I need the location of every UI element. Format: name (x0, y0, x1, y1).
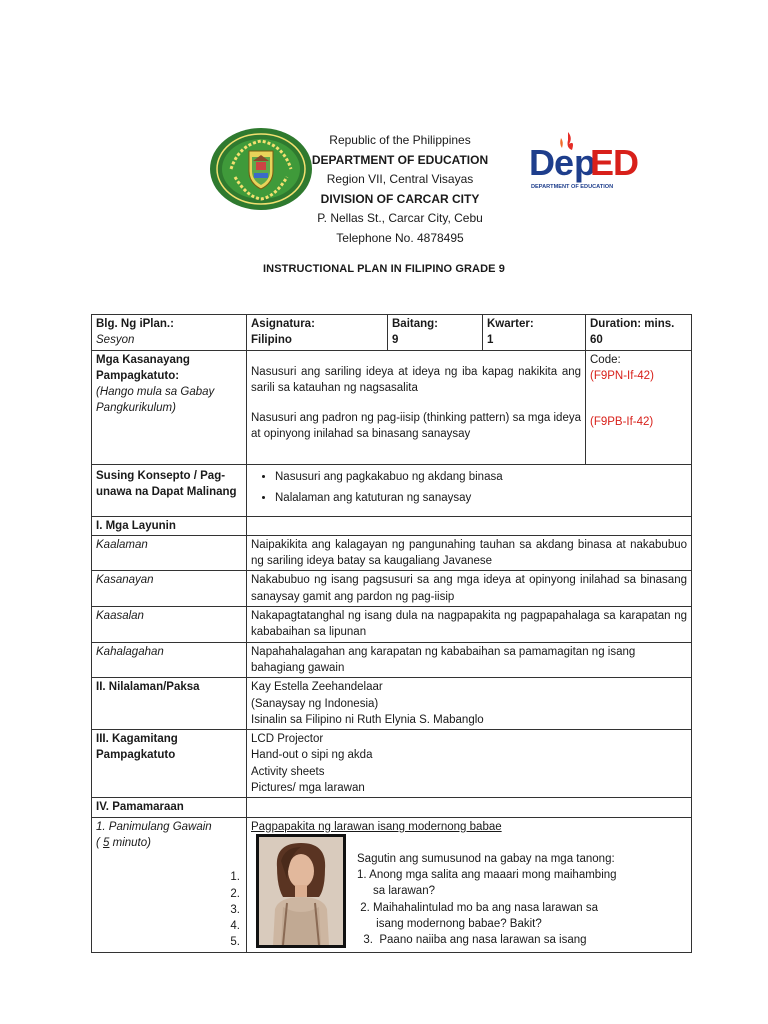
baitang-value: 9 (392, 334, 399, 347)
kasanayan-sub1: (Hango mula sa Gabay (96, 386, 215, 399)
deped-logo (528, 130, 639, 192)
list-number-2: 2. (230, 887, 240, 900)
kaasalan-label: Kaasalan (92, 607, 247, 643)
susing-bullet-1: • Nasusuri ang pagkakabuo ng akdang binasa (275, 470, 687, 485)
row-kasanayan-layunin (92, 571, 692, 607)
header-address (300, 131, 500, 248)
kaalaman-text: Naipakikita ang kalagayan ng pangunahing tauhan sa akdang binasa at nakabubuo ng sariling ideya batay sa kaugaliang Javanese (247, 535, 692, 571)
row-kasanayan (92, 350, 692, 464)
kagamitan-line-2: Hand-out o sipi ng akda (251, 749, 373, 762)
header-line1: Republic of the Philippines (329, 133, 471, 147)
guide-instruction: Sagutin ang sumusunod na gabay na mga tanong: (357, 852, 615, 865)
header-line5: P. Nellas St., Carcar City, Cebu (317, 211, 483, 225)
cell-kasanayan-text (247, 350, 586, 464)
kahalagahan-text: Napahahalagahan ang karapatan ng kababaihan sa pamamagitan ng isang bahagiang gawain (247, 642, 692, 678)
row-susing-konsepto (92, 464, 692, 516)
list-number-4: 4. (230, 920, 240, 933)
nilalaman-line-2: (Sanaysay ng Indonesia) (251, 697, 379, 710)
kasanayan-text1: Nasusuri ang sariling ideya at ideya ng iba kapag nakikita ang sarili sa katauhan ng nagsasalita (251, 365, 581, 394)
cell-susing-bullets (247, 464, 692, 516)
kasanayan-label1: Mga Kasanayang (96, 353, 190, 366)
code2: (F9PB-If-42) (590, 416, 654, 429)
susing-bullet-2: • Nalalaman ang katuturan ng sanaysay (275, 491, 687, 506)
kasanayan-label2: Pampagkatuto: (96, 369, 180, 382)
instructional-plan-table (91, 314, 692, 953)
kagamitan-line-3: Activity sheets (251, 765, 325, 778)
header-line3: Region VII, Central Visayas (326, 172, 474, 186)
sesyon-label: Sesyon (96, 334, 135, 347)
cell-panimulang-label (92, 817, 247, 952)
asignatura-value: Filipino (251, 334, 292, 347)
cell-kagamitan-label (92, 730, 247, 798)
nilalaman-line-3: Isinalin sa Filipino ni Ruth Elynia S. Mabanglo (251, 713, 484, 726)
nilalaman-label: II. Nilalaman/Paksa (92, 678, 247, 730)
row-kaasalan (92, 607, 692, 643)
question-line-3: 2. Maihahalintulad mo ba ang nasa larawan sa (357, 901, 599, 914)
svg-text:ED: ED (590, 142, 639, 183)
row-kaalaman (92, 535, 692, 571)
kaasalan-text: Nakapagtatanghal ng isang dula na nagpapakita ng pagpapahalaga sa karapatan ng kababaihan sa lipunan (247, 607, 692, 643)
row-nilalaman (92, 678, 692, 730)
cell-panimulang-content (247, 817, 692, 952)
row-panimulang-gawain (92, 817, 692, 952)
plan-title: INSTRUCTIONAL PLAN IN FILIPINO GRADE 9 (263, 263, 505, 275)
row-kagamitan (92, 730, 692, 798)
guide-questions (357, 851, 617, 949)
cell-asignatura (247, 315, 388, 351)
code-label: Code: (590, 353, 621, 366)
row-pamamaraan-heading (92, 798, 692, 817)
row-layunin-heading (92, 516, 692, 535)
baitang-label: Baitang: (392, 318, 438, 330)
row-kahalagahan (92, 642, 692, 678)
asignatura-label: Asignatura: (251, 318, 315, 330)
modern-woman-photo (256, 834, 346, 948)
kwarter-value: 1 (487, 334, 494, 347)
kagamitan-line-4: Pictures/ mga larawan (251, 782, 365, 795)
cell-code (586, 350, 692, 464)
cell-baitang (388, 315, 483, 351)
layunin-heading: I. Mga Layunin (92, 516, 247, 535)
nilalaman-line-1: Kay Estella Zeehandelaar (251, 681, 383, 694)
kasanayan-text2: Nasusuri ang padron ng pag-iisip (thinking pattern) sa mga ideya at opinyong inilahad sa binasang sanaysay (251, 412, 581, 441)
panimulang-label: 1. Panimulang Gawain (96, 820, 212, 833)
svg-text:De: De (529, 142, 574, 183)
panimulang-number-list (96, 869, 242, 950)
list-number-5: 5. (230, 936, 240, 949)
kahalagahan-label: Kahalagahan (92, 642, 247, 678)
panimulang-time: ( 5 minuto) (96, 836, 151, 849)
code1: (F9PN-If-42) (590, 369, 654, 382)
question-line-5: 3. Paano naiiba ang nasa larawan sa isang (357, 934, 587, 947)
pamamaraan-heading: IV. Pamamaraan (92, 798, 247, 817)
cell-kasanayan-label (92, 350, 247, 464)
question-line-4: isang modernong babae? Bakit? (357, 917, 542, 930)
list-number-1: 1. (230, 871, 240, 884)
panimulang-intro: Pagpapakita ng larawan isang modernong babae (251, 820, 502, 833)
duration-value: 60 (590, 334, 603, 347)
kwarter-label: Kwarter: (487, 318, 534, 330)
svg-text:DEPARTMENT OF EDUCATION: DEPARTMENT OF EDUCATION (531, 184, 614, 190)
svg-text:p: p (574, 142, 595, 183)
kasanayan-sub2: Pangkurikulum) (96, 402, 176, 415)
cell-kagamitan-lines (247, 730, 692, 798)
cell-kwarter (483, 315, 586, 351)
susing-label: Susing Konsepto / Pag-unawa na Dapat Malinang (92, 464, 247, 516)
kasanayan-layunin-label: Kasanayan (92, 571, 247, 607)
cell-nilalaman-lines (247, 678, 692, 730)
cell-blg (92, 315, 247, 351)
row-header-info (92, 315, 692, 351)
question-line-2: sa larawan? (357, 885, 435, 898)
kagamitan-line-1: LCD Projector (251, 733, 324, 746)
duration-label: Duration: mins. (590, 318, 675, 330)
cell-duration (586, 315, 692, 351)
division-seal-logo (209, 127, 313, 211)
header-line2: DEPARTMENT OF EDUCATION (311, 152, 489, 167)
kagamitan-label2: Pampagkatuto (96, 749, 176, 762)
blg-label: Blg. Ng iPlan.: (96, 318, 174, 330)
list-number-3: 3. (230, 903, 240, 916)
question-line-1: 1. Anong mga salita ang maaari mong maihambing (357, 868, 617, 881)
header-line4: DIVISION OF CARCAR CITY (320, 191, 480, 206)
kagamitan-label1: III. Kagamitang (96, 733, 178, 746)
kasanayan-layunin-text: Nakabubuo ng isang pagsusuri sa ang mga ideya at opinyong inilahad sa binasang sanaysay gamit ang pardon ng pag-iisip (247, 571, 692, 607)
kaalaman-label: Kaalaman (92, 535, 247, 571)
header-line6: Telephone No. 4878495 (336, 230, 464, 245)
